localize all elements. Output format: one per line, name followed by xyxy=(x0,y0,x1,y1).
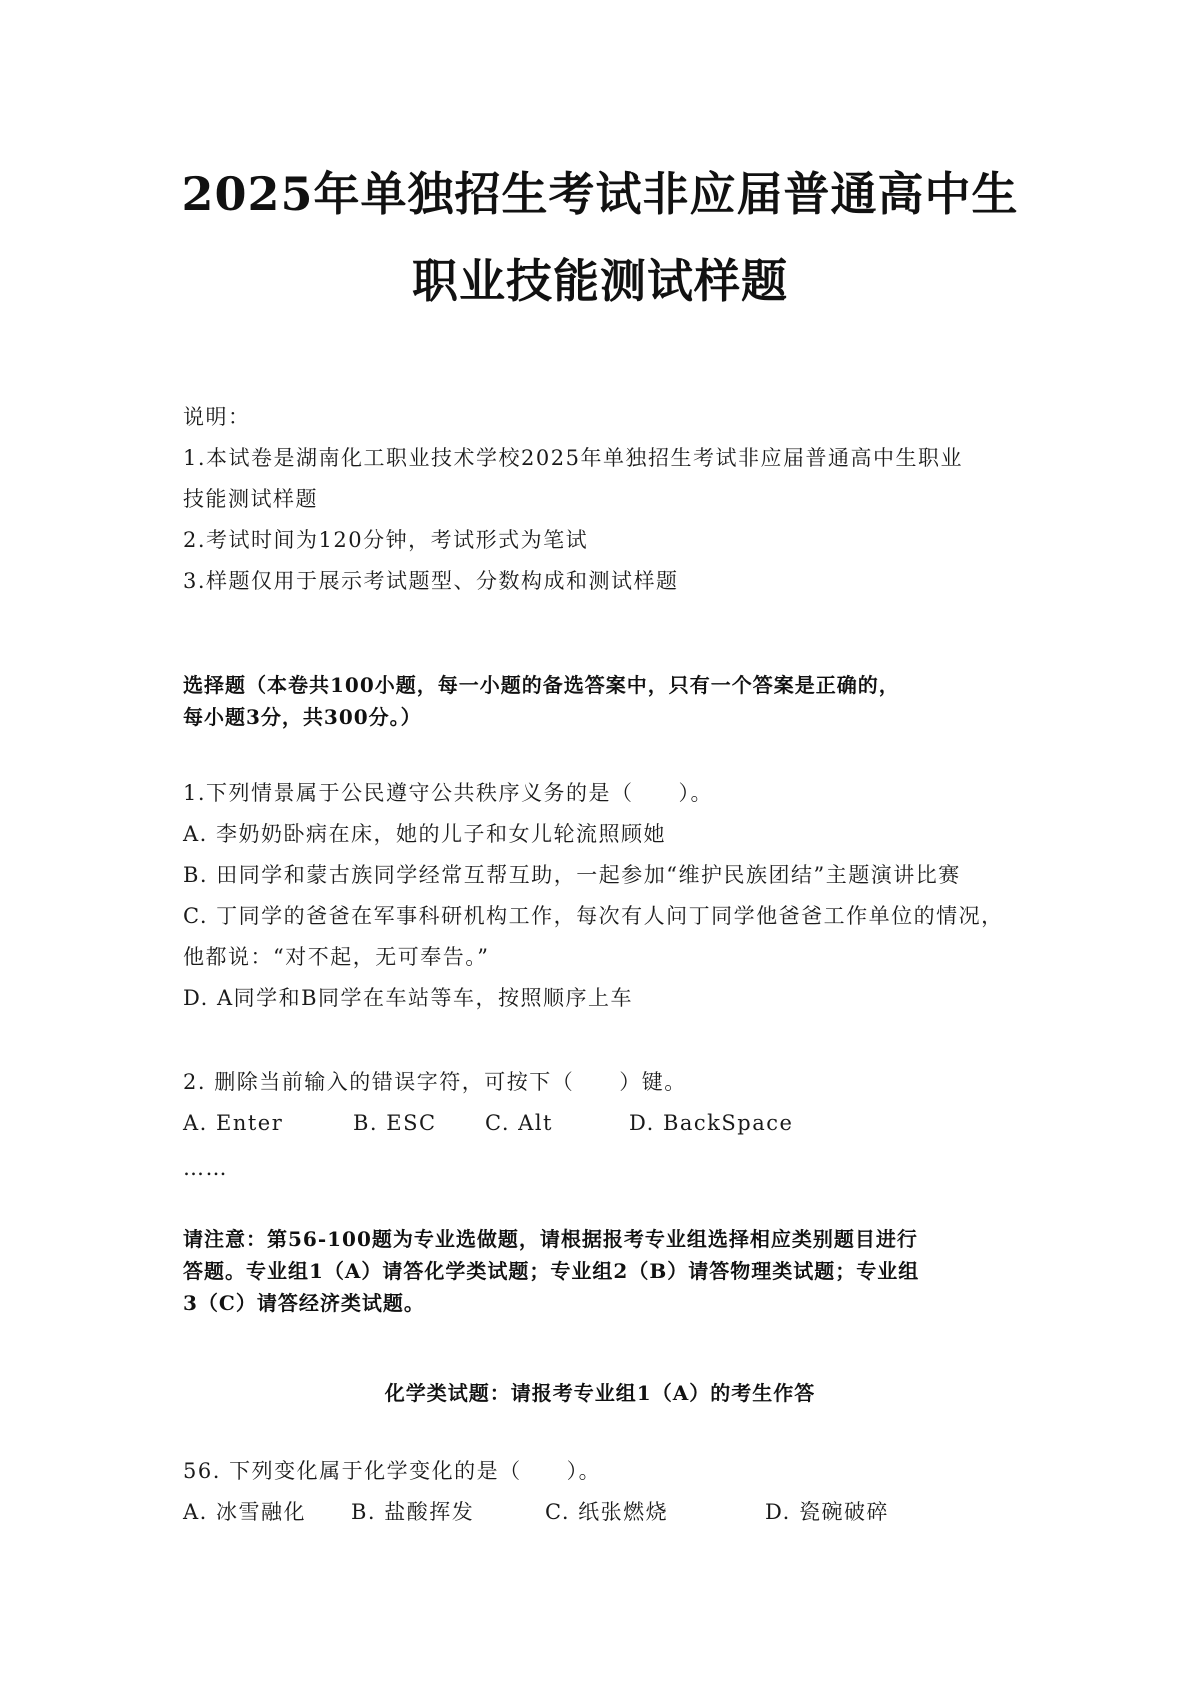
question-1-option-c: C. 丁同学的爸爸在军事科研机构工作，每次有人问丁同学他爸爸工作单位的情况， xyxy=(183,904,1004,928)
notice-line2: 答题。专业组1（A）请答化学类试题；专业组2（B）请答物理类试题；专业组 xyxy=(183,1259,920,1283)
chemistry-heading: 化学类试题：请报考专业组1（A）的考生作答 xyxy=(384,1381,816,1405)
question-1-option-d: D. A同学和B同学在车站等车，按照顺序上车 xyxy=(183,986,634,1010)
question-2-options xyxy=(183,1109,794,1137)
section-instruction-cont: 每小题3分，共300分。） xyxy=(183,705,422,729)
question-2-option-c: C. Alt xyxy=(485,1111,553,1135)
note-item-3: 3.样题仅用于展示考试题型、分数构成和测试样题 xyxy=(183,569,679,593)
section-instruction: 选择题（本卷共100小题，每一小题的备选答案中，只有一个答案是正确的， xyxy=(183,673,900,697)
question-56-stem: 56. 下列变化属于化学变化的是（ ）。 xyxy=(183,1459,602,1483)
question-1-option-c-cont: 他都说：“对不起，无可奉告。” xyxy=(183,945,490,969)
notice-line1: 请注意：第56-100题为专业选做题，请根据报考专业组选择相应类别题目进行 xyxy=(183,1227,918,1251)
question-2-option-b: B. ESC xyxy=(353,1111,437,1135)
question-56-options xyxy=(183,1498,943,1526)
question-2-option-d: D. BackSpace xyxy=(629,1111,794,1135)
document-title-line1: 2025年单独招生考试非应届普通高中生 xyxy=(181,167,1019,221)
question-56-option-d: D. 瓷碗破碎 xyxy=(765,1500,889,1524)
note-item-2: 2.考试时间为120分钟，考试形式为笔试 xyxy=(183,528,589,552)
question-56-option-c: C. 纸张燃烧 xyxy=(545,1500,669,1524)
question-2-option-a: A. Enter xyxy=(183,1111,284,1135)
question-1-option-b: B. 田同学和蒙古族同学经常互帮互助，一起参加“维护民族团结”主题演讲比赛 xyxy=(183,863,961,887)
note-item-1-cont: 技能测试样题 xyxy=(183,487,318,511)
question-56-option-b: B. 盐酸挥发 xyxy=(351,1500,475,1524)
ellipsis: …… xyxy=(183,1156,228,1180)
document-title-line2: 职业技能测试样题 xyxy=(412,254,788,308)
notes-heading: 说明： xyxy=(183,405,251,429)
notice-line3: 3（C）请答经济类试题。 xyxy=(183,1291,425,1315)
question-56-option-a: A. 冰雪融化 xyxy=(183,1500,307,1524)
question-1-option-a: A. 李奶奶卧病在床，她的儿子和女儿轮流照顾她 xyxy=(183,822,667,846)
note-item-1: 1.本试卷是湖南化工职业技术学校2025年单独招生考试非应届普通高中生职业 xyxy=(183,446,963,470)
question-2-stem: 2. 删除当前输入的错误字符，可按下（ ）键。 xyxy=(183,1070,687,1094)
question-1-stem: 1.下列情景属于公民遵守公共秩序义务的是（ ）。 xyxy=(183,781,714,805)
